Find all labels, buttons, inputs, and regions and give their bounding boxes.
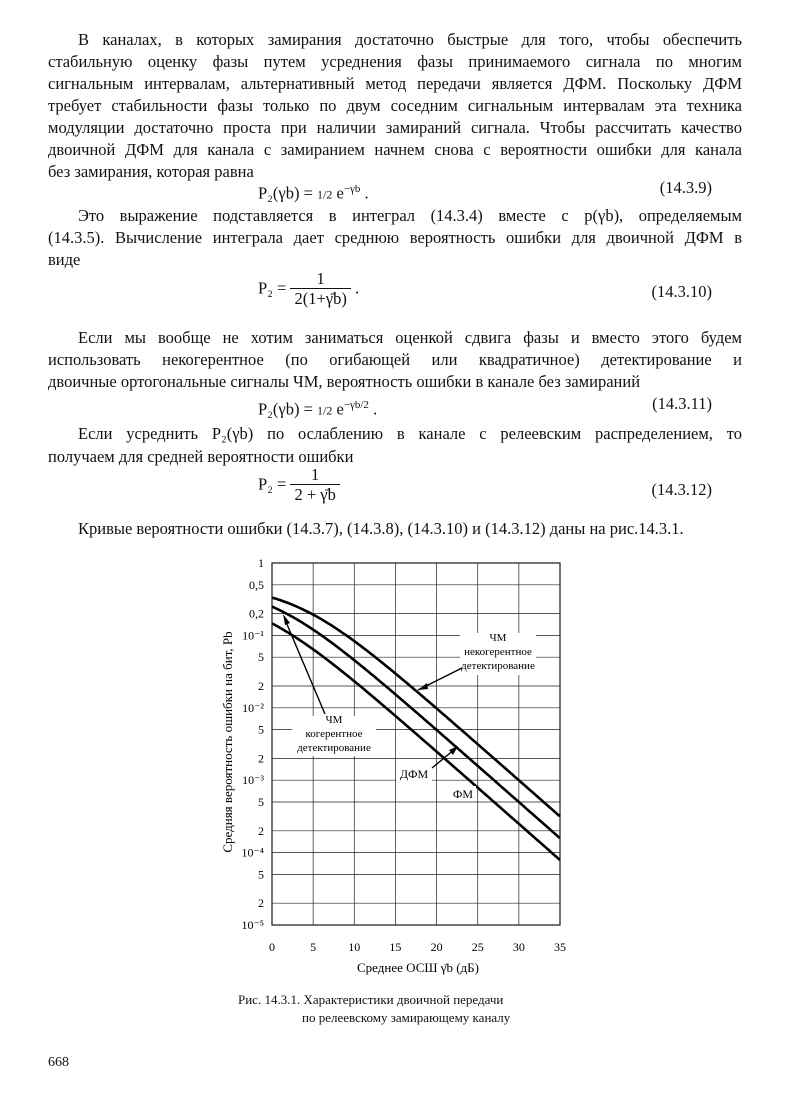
paragraph-1-line-7: без замирания, которая равна bbox=[48, 162, 254, 181]
y-tick-label: 2 bbox=[258, 896, 264, 911]
x-tick-label: 30 bbox=[512, 940, 525, 954]
x-tick-label: 10 bbox=[348, 940, 361, 954]
x-tick-labels bbox=[269, 940, 566, 954]
annotation-psk: ФМ bbox=[452, 787, 474, 801]
page-number: 668 bbox=[48, 1055, 69, 1070]
paragraph-3-line-3: двоичные ортогональные сигналы ЧМ, вероятность ошибки в канале без замираний bbox=[48, 372, 641, 391]
annotation-fm-coherent: детектирование bbox=[297, 742, 371, 754]
equation-number-14-3-9: (14.3.9) bbox=[659, 178, 712, 197]
eq2-lhs: P₂ = bbox=[258, 278, 287, 298]
paragraph-5: Кривые вероятности ошибки (14.3.7), (14.3.8), (14.3.10) и (14.3.12) даны на рис.14.3.1. bbox=[78, 519, 684, 538]
equation-number-14-3-10: (14.3.10) bbox=[651, 282, 712, 301]
y-tick-label: 5 bbox=[258, 867, 264, 882]
eq4-denominator: 2 + γ̄b bbox=[294, 485, 336, 504]
eq3-coef: 1/2 bbox=[317, 403, 333, 418]
x-tick-label: 5 bbox=[310, 940, 317, 954]
y-tick-label: 0,2 bbox=[249, 606, 264, 621]
y-tick-label: 2 bbox=[258, 679, 264, 694]
x-tick-label: 0 bbox=[269, 940, 275, 954]
figure-caption-line-2: по релеевскому замирающему каналу bbox=[302, 1010, 511, 1025]
y-tick-label: 5 bbox=[258, 722, 264, 737]
eq1-lhs: P₂(γb) = bbox=[258, 183, 313, 203]
x-tick-label: 25 bbox=[471, 940, 484, 954]
y-tick-label: 2 bbox=[258, 823, 264, 838]
y-tick-label: 10⁻⁴ bbox=[241, 845, 264, 860]
y-tick-label: 5 bbox=[258, 650, 264, 665]
equation-14-3-10: P₂ = $\frac{1}{2(1+\gammāb)}$ . bbox=[258, 269, 360, 308]
paragraph-4-line-1: Если усреднить P₂(γb) по ослаблению в канале с релеевским распределением, то bbox=[78, 424, 742, 443]
y-tick-label: 2 bbox=[258, 751, 264, 766]
eq3-exp-base: e bbox=[336, 399, 344, 419]
x-tick-label: 15 bbox=[389, 940, 402, 954]
y-tick-label: 10⁻¹ bbox=[242, 628, 264, 643]
paragraph-2-line-3: виде bbox=[48, 250, 81, 269]
y-tick-label: 5 bbox=[258, 794, 264, 809]
equation-14-3-9: P₂(γb) = 1/2 $e^{-\gamma b}$ . bbox=[258, 183, 369, 203]
figure-caption-line-1: Рис. 14.3.1. Характеристики двоичной передачи bbox=[238, 992, 504, 1007]
eq1-exp-base: e bbox=[336, 183, 344, 203]
annotation-fm-noncoherent: детектирование bbox=[461, 660, 535, 672]
y-tick-label: 10⁻³ bbox=[242, 773, 264, 788]
annotation-fm-noncoherent: некогерентное bbox=[464, 646, 532, 658]
eq3-lhs: P₂(γb) = bbox=[258, 399, 313, 419]
paragraph-4-line-2: получаем для средней вероятности ошибки bbox=[48, 447, 354, 466]
paragraph-1-line-5: модуляции достаточно проста при наличии замираний сигнала. Чтобы рассчитать качество bbox=[48, 118, 742, 137]
eq4-numerator: 1 bbox=[290, 466, 339, 485]
arrow-head bbox=[418, 683, 428, 690]
eq1-exponent: −γb bbox=[343, 183, 361, 195]
paragraph-1-line-4: требует стабильности фазы только по двум соседним сигнальным интервалам эта техника bbox=[48, 96, 742, 115]
paragraph-1-line-6: двоичной ДФМ для канала с замиранием начнем снова с вероятности ошибки для канала bbox=[48, 140, 742, 159]
arrow-line bbox=[286, 622, 325, 714]
paragraph-3-line-2: использовать некогерентное (по огибающей или квадратичное) детектирование и bbox=[48, 350, 742, 369]
annotation-dpsk: ДФМ bbox=[399, 767, 429, 781]
y-tick-label: 10⁻⁵ bbox=[241, 918, 264, 932]
y-tick-label: 1 bbox=[258, 556, 264, 570]
eq2-numerator: 1 bbox=[290, 270, 350, 289]
annotation-fm-noncoherent: ЧМ bbox=[489, 632, 507, 644]
y-tick-label: 10⁻² bbox=[242, 700, 264, 715]
paragraph-2-line-1: Это выражение подставляется в интеграл (14.3.4) вместе с p(γb), определяемым bbox=[78, 206, 742, 225]
paragraph-1-line-2: стабильную оценку фазы путем усреднения фазы принимаемого сигнала по многим bbox=[48, 52, 742, 71]
equation-number-14-3-11: (14.3.11) bbox=[652, 394, 712, 413]
paragraph-1-line-3: сигнальным интервалам, альтернативный метод передачи является ДФМ. Поскольку ДФМ bbox=[48, 74, 742, 93]
paragraph-1-line-1: В каналах, в которых замирания достаточно быстрые для того, чтобы обеспечить bbox=[78, 30, 742, 49]
paragraph-2-line-2: (14.3.5). Вычисление интеграла дает среднюю вероятность ошибки для двоичной ДФМ в bbox=[48, 228, 742, 247]
paragraph-3-line-1: Если мы вообще не хотим заниматься оценкой сдвига фазы и вместо этого будем bbox=[78, 328, 742, 347]
x-tick-label: 20 bbox=[430, 940, 443, 954]
annotation-fm-coherent: ЧМ bbox=[325, 714, 343, 726]
eq2-denominator: 2(1+γ̄b) bbox=[294, 289, 347, 308]
annotation-fm-coherent: когерентное bbox=[305, 728, 363, 740]
eq1-coef: 1/2 bbox=[317, 187, 333, 202]
equation-14-3-11: P₂(γb) = 1/2 $e^{-\gamma b/2}$ . bbox=[258, 399, 378, 419]
y-tick-label: 0,5 bbox=[249, 577, 264, 592]
y-axis-label: Средняя вероятность ошибки на бит, Pb bbox=[220, 631, 235, 853]
eq4-lhs: P₂ = bbox=[258, 474, 287, 494]
y-tick-labels bbox=[241, 556, 264, 932]
x-tick-label: 35 bbox=[554, 940, 566, 954]
eq3-exponent: −γb/2 bbox=[343, 399, 369, 411]
x-axis-label: Среднее ОСШ γ̄b (дБ) bbox=[357, 960, 479, 975]
equation-number-14-3-12: (14.3.12) bbox=[651, 480, 712, 499]
